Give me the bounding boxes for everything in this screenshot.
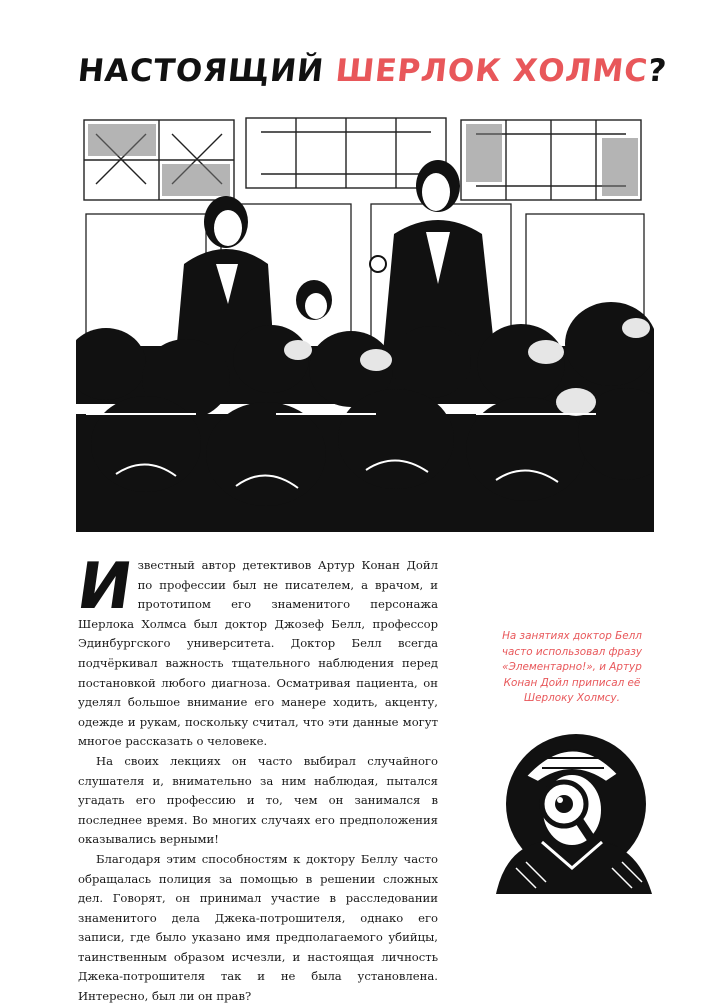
side-note: На занятиях доктор Белл часто использовал фразу «Элементарно!», и Артур Конан Дойл приписал её Шерлоку Холмсу. (501, 630, 643, 705)
article-paragraph-1-text: звестный автор детективов Артур Конан Дойл по профессии был не писателем, а врачом, и прототипом его знаменитого персонажа Шерлока Холмса был доктор Джозеф Белл, профессор Эдинбургского университета. Доктор Белл всегда подчёркивал важность тщательного наблюдения перед постановкой любого диагноза. Осматривая пациента, он уделял большое внимание его манере ходить, акценту, одежде и рукам, поскольку считал, что эти данные могут многое рассказать о человеке. (78, 558, 438, 749)
article-paragraph-1 (72, 550, 438, 752)
title-question-mark: ? (645, 53, 669, 89)
drop-cap: И (72, 550, 137, 624)
title-part-plain: НАСТОЯЩИЙ (76, 53, 338, 89)
article-body (72, 550, 438, 1007)
title-part-highlight: ШЕРЛОК ХОЛМС (333, 53, 650, 89)
article-paragraph-3: Благодаря этим способностям к доктору Беллу часто обращалась полиция за помощью в решении сложных дел. Говорят, он принимал участие в расследовании знаменитого дела Джека-потрошителя, однако его записи, где было указано имя предполагаемого убийцы, таинственным образом исчезли, и настоящая личность Джека-потрошителя так и не была установлена. Интересно, был ли он прав? (78, 851, 438, 1004)
article-paragraph-2: На своих лекциях он часто выбирал случайного слушателя и, внимательно за ним наблюдая, пытался угадать его профессию и то, чем он занимался в последнее время. Во многих случаях его предположения оказывались верными! (78, 753, 438, 847)
lecture-hall-illustration (76, 114, 654, 532)
page-title (75, 46, 669, 96)
sherlock-magnifier-illustration (486, 718, 658, 894)
